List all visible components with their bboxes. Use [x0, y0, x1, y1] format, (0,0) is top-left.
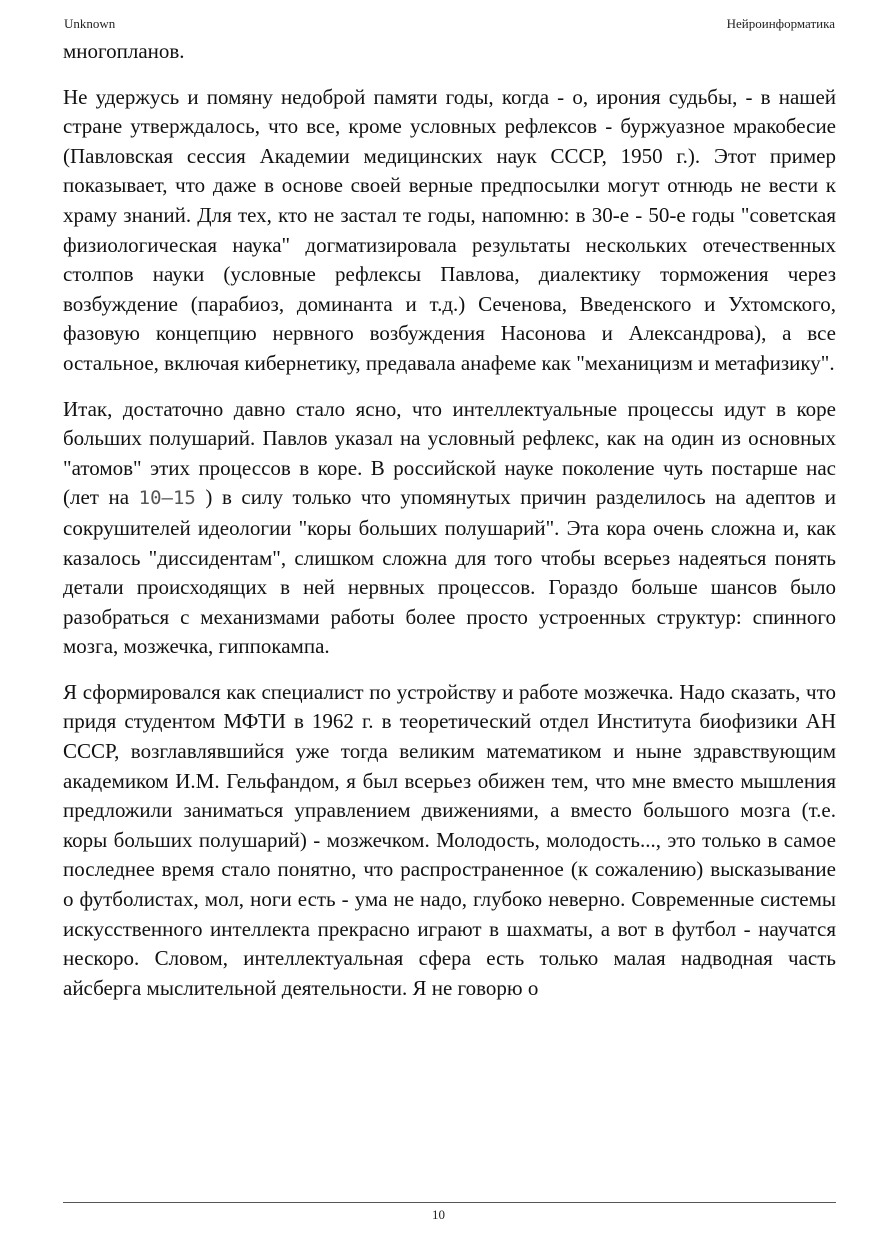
footer-divider	[63, 1202, 836, 1203]
paragraph-cerebellum: Я сформировался как специалист по устройству и работе мозжечка. Надо сказать, что придя студентом МФТИ в 1962 г. в теоретический отдел Института биофизики АН СССР, возглавлявшийся уже тогда великим математиком и ныне здравствующим академиком И.М. Гельфандом, я был всерьез обижен тем, что мне вместо мышления предложили заниматься управлением движениями, а вместо большого мозга (т.е. коры больших полушарий) - мозжечком. Молодость, молодость..., это только в самое последнее время стало понятно, что распространенное (к сожалению) высказывание о футболистах, мол, ноги есть - ума не надо, глубоко неверно. Современные системы искусственного интеллекта прекрасно играют в шахматы, а вот в футбол - научатся нескоро. Словом, интеллектуальная сфера есть только малая надводная часть айсберга мыслительной деятельности. Я не говорю о	[63, 679, 836, 1000]
document-body	[63, 37, 836, 1003]
running-header	[64, 16, 835, 34]
paragraph-continuation: многопланов.	[63, 39, 185, 63]
paragraph-cortex-text-before: Итак, достаточно давно стало ясно, что интеллектуальные процессы идут в коре больших полушарий. Павлов указал на условный рефлекс, как на один из основных "атомов" этих процессов в коре. В российской науке поколение чуть постарше нас (лет на	[63, 396, 836, 510]
page-number: 10	[432, 1207, 445, 1222]
header-right-text: Нейроинформатика	[726, 16, 835, 31]
paragraph-cortex-text-after: ) в силу только что упомянутых причин разделилось на адептов и сокрушителей идеологии "коры больших полушарий". Эта кора очень сложна и, как казалось "диссидентам", слишком сложна для того чтобы всерьез надеяться понять детали происходящих в ней нервных процессов. Гораздо больше шансов было разобраться с механизмами работы более просто устроенных структур: спинного мозга, мозжечка, гиппокампа.	[63, 485, 837, 659]
header-left-text: Unknown	[64, 16, 116, 31]
paragraph-pavlov-session: Не удержусь и помяну недоброй памяти годы, когда - о, ирония судьбы, - в нашей стране утверждалось, что все, кроме условных рефлексов - буржуазное мракобесие (Павловская сессия Академии медицинских наук СССР, 1950 г.). Этот пример показывает, что даже в основе своей верные предпосылки могут отнюдь не вести к храму знаний. Для тех, кто не застал те годы, напомню: в 30-е - 50-е годы "советская физиологическая наука" догматизировала результаты нескольких отечественных столпов науки (условные рефлексы Павлова, диалектику торможения через возбуждение (парабиоз, доминанта и т.д.) Сеченова, Введенского и Ухтомского, фазовую концепцию нервного возбуждения Насонова и Александрова), а все остальное, включая кибернетику, предавала анафеме как "механицизм и метафизику".	[63, 84, 836, 375]
years-range-code: 10–15	[138, 487, 196, 510]
paragraph-cortex	[63, 395, 836, 662]
